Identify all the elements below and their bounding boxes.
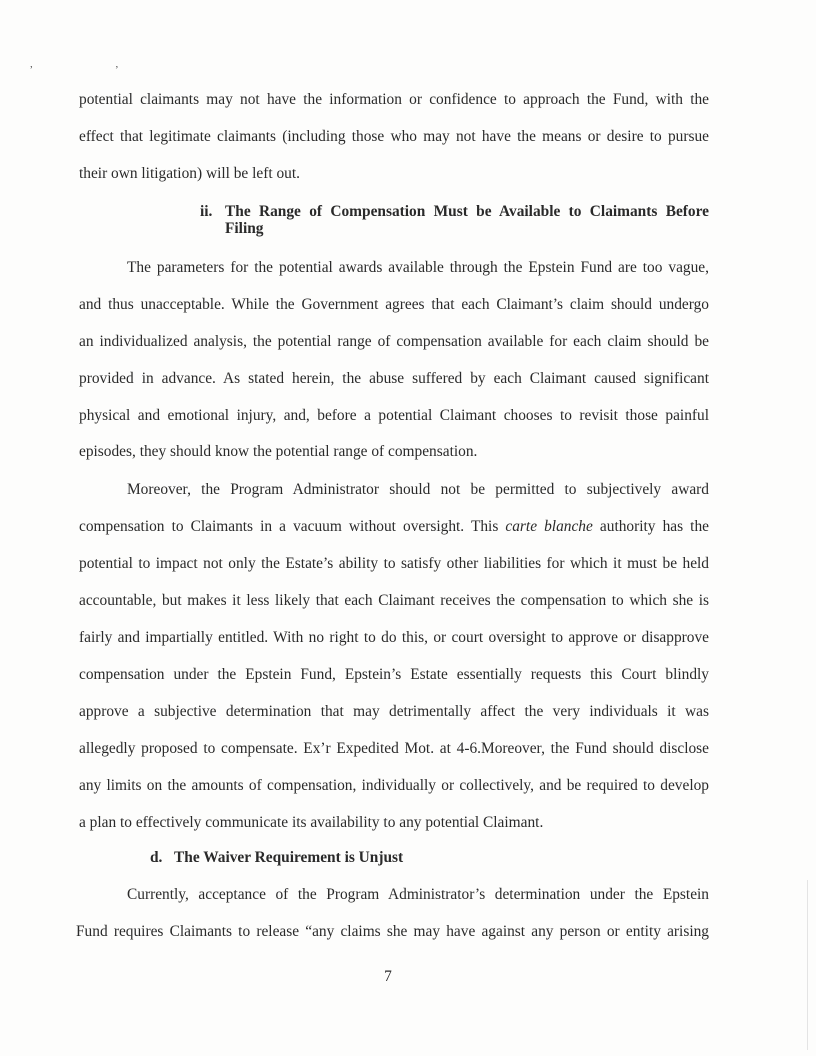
paragraph-line: Fund requires Claimants to release “any claims she may have against any person or entity arising: [76, 923, 709, 940]
paragraph-line: physical and emotional injury, and, before a potential Claimant chooses to revisit those painful: [79, 407, 709, 424]
paragraph-line: an individualized analysis, the potential range of compensation available for each claim should be: [79, 333, 709, 350]
paragraph-line: fairly and impartially entitled. With no right to do this, or court oversight to approve or disapprove: [79, 629, 709, 646]
paragraph-line: provided in advance. As stated herein, the abuse suffered by each Claimant caused significant: [79, 370, 709, 387]
paragraph-line: their own litigation) will be left out.: [79, 165, 300, 182]
paragraph-line: effect that legitimate claimants (including those who may not have the means or desire to pursue: [79, 128, 709, 145]
text-run: compensation to Claimants in a vacuum without oversight. This: [79, 518, 506, 535]
page-number: 7: [384, 968, 392, 985]
paragraph-line: potential claimants may not have the information or confidence to approach the Fund, with the: [79, 91, 709, 108]
section-heading: The Range of Compensation Must be Available to Claimants Before: [225, 203, 709, 220]
text-run: authority has the: [592, 518, 709, 535]
paragraph-line: any limits on the amounts of compensation, individually or collectively, and be required to develop: [79, 777, 709, 794]
heading-numeral: ii.: [200, 203, 213, 220]
paragraph-line: The parameters for the potential awards available through the Epstein Fund are too vague,: [127, 259, 709, 276]
italic-term: carte blanche: [505, 518, 593, 535]
paragraph-line: accountable, but makes it less likely that each Claimant receives the compensation to which she is: [79, 592, 709, 609]
paragraph-line: potential to impact not only the Estate’s ability to satisfy other liabilities for which it must be held: [79, 555, 709, 572]
paragraph-line: allegedly proposed to compensate. Ex’r Expedited Mot. at 4-6.Moreover, the Fund should disclose: [79, 740, 709, 757]
paragraph-line: a plan to effectively communicate its availability to any potential Claimant.: [79, 814, 544, 831]
paragraph-line: Currently, acceptance of the Program Administrator’s determination under the Epstein: [127, 886, 709, 903]
paragraph-line: compensation under the Epstein Fund, Epstein’s Estate essentially requests this Court blindly: [79, 666, 709, 683]
margin-marks: , ,: [30, 58, 159, 70]
paragraph-line-italic: [79, 517, 709, 537]
paragraph-line: and thus unacceptable. While the Government agrees that each Claimant’s claim should undergo: [79, 296, 709, 313]
heading-letter: d.: [150, 849, 163, 866]
paragraph-line: episodes, they should know the potential range of compensation.: [79, 443, 478, 460]
section-heading-cont: Filing: [225, 220, 264, 237]
paragraph-line: approve a subjective determination that may detrimentally affect the very individuals it was: [79, 703, 709, 720]
paragraph-line: Moreover, the Program Administrator should not be permitted to subjectively award: [127, 481, 709, 498]
scan-edge: [807, 880, 808, 1050]
section-heading: The Waiver Requirement is Unjust: [174, 849, 404, 866]
